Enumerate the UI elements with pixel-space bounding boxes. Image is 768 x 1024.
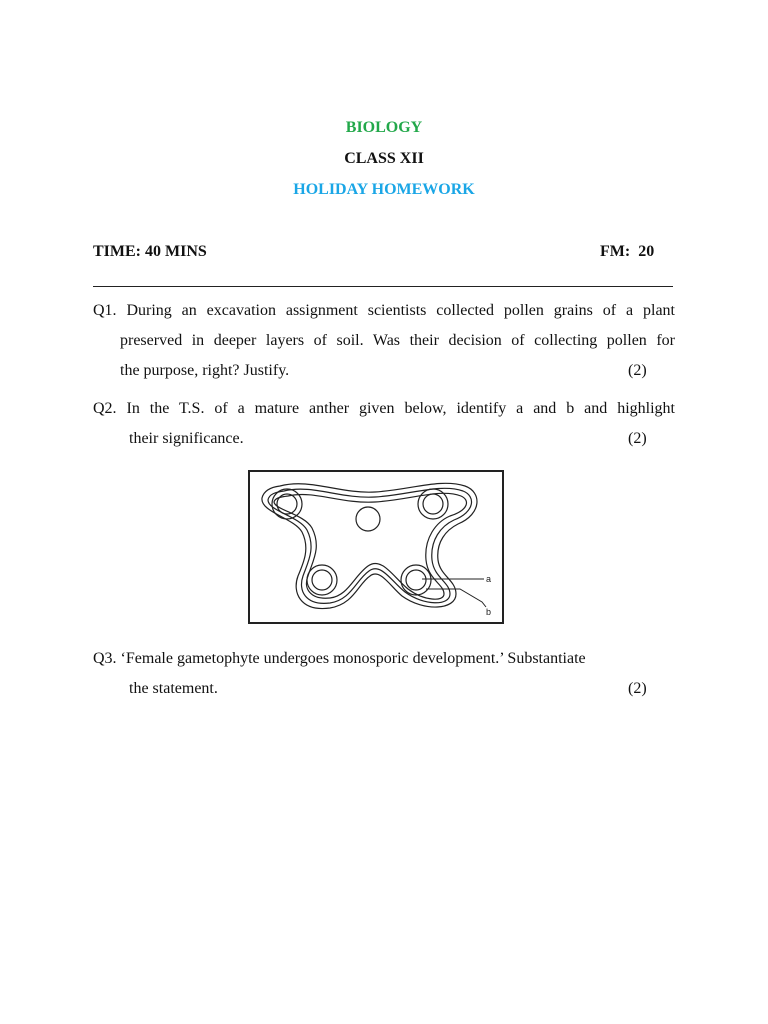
subject-heading: BIOLOGY	[345, 119, 423, 136]
anther-ts-figure	[248, 470, 504, 624]
question-1-line-2: preserved in deeper layers of soil. Was their decision of collecting pollen for	[120, 332, 675, 349]
pollen-sac-bottom-left-inner	[312, 570, 332, 590]
label-a: a	[486, 574, 492, 584]
anther-ts-diagram-icon	[250, 472, 502, 622]
label-b: b	[486, 607, 492, 617]
class-heading: CLASS XII	[344, 150, 424, 167]
question-3-marks: (2)	[628, 680, 647, 697]
question-1-marks: (2)	[628, 362, 647, 379]
time-allowed: TIME: 40 MINS	[93, 243, 207, 260]
question-3-line-1: Q3. ‘Female gametophyte undergoes monosporic development.’ Substantiate	[93, 650, 586, 667]
question-2-line-1: Q2. In the T.S. of a mature anther given below, identify a and b and highlight	[93, 400, 675, 417]
question-1-line-3: the purpose, right? Justify.	[120, 362, 290, 379]
question-2	[93, 394, 675, 454]
question-2-line-2: their significance.	[129, 430, 244, 447]
question-1	[93, 296, 675, 386]
question-3-line-2: the statement.	[129, 680, 218, 697]
pollen-sac-bottom-right-inner	[406, 570, 426, 590]
vascular-bundle	[356, 507, 380, 531]
question-2-marks: (2)	[628, 430, 647, 447]
homework-title: HOLIDAY HOMEWORK	[293, 181, 475, 198]
full-marks: FM: 20	[600, 243, 655, 260]
anther-inner-wall	[274, 493, 466, 599]
pollen-sac-top-right-inner	[423, 494, 443, 514]
question-3	[93, 644, 675, 704]
header-divider	[93, 286, 673, 287]
question-1-line-1: Q1. During an excavation assignment scientists collected pollen grains of a plant	[93, 302, 675, 319]
